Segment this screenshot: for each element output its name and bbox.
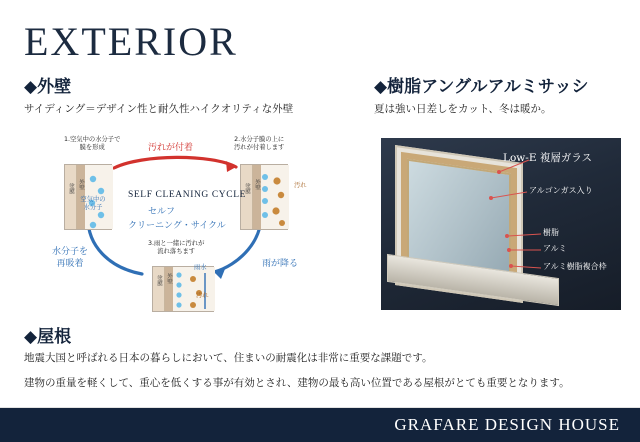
step3-note-rain: 雨水: [194, 264, 207, 271]
sash-photo: [381, 138, 621, 310]
callout-composite: アルミ樹脂複合枠: [543, 262, 607, 271]
panel-label-coating: 塗膜: [68, 183, 74, 194]
step2-dirt: [241, 165, 289, 231]
step3-rain: [153, 267, 215, 313]
step1-caption: 1.空気中の水分子で 膜を形成: [64, 136, 121, 151]
section-heading-roof: ◆屋根: [24, 327, 72, 347]
cycle-title-en: SELF CLEANING CYCLE: [128, 190, 247, 200]
arrow-label-rain: 雨が降る: [262, 259, 299, 269]
step1-note: 空気中の 水分子: [80, 196, 106, 211]
panel-label-wall: 外壁: [166, 273, 172, 284]
footer-bar: [0, 408, 640, 442]
section-heading-wall: ◆外壁: [24, 77, 72, 97]
step3-caption: 3.雨と一緒に汚れが 流れ落ちます: [148, 240, 205, 255]
self-cleaning-cycle-diagram: [22, 134, 342, 314]
section-heading-sash: ◆樹脂アングルアルミサッシ: [374, 77, 589, 97]
section-sub-wall: サイディング＝デザイン性と耐久性ハイクオリティな外壁: [24, 103, 294, 115]
callout-alumi: アルミ: [543, 244, 567, 253]
panel-label-wall: 外壁: [254, 179, 260, 190]
callout-argon: アルゴンガス入り: [529, 186, 593, 195]
roof-paragraph-line1: 地震大国と呼ばれる日本の暮らしにおいて、住まいの耐震化は非常に重要な課題です。: [24, 352, 433, 364]
callout-lowe: Low-E 複層ガラス: [503, 152, 593, 164]
section-sub-sash: 夏は強い日差しをカット、冬は暖か。: [374, 103, 552, 115]
arrow-label-dirt: 汚れが付着: [148, 143, 194, 153]
step2-panel: [240, 164, 288, 230]
page-title: EXTERIOR: [24, 19, 238, 64]
step3-note-dirt: 汚れ: [196, 292, 209, 299]
panel-label-coating: 塗膜: [156, 275, 162, 286]
step2-caption: 2.水分子膜の上に 汚れが付着します: [234, 136, 285, 151]
cycle-title-jp-2: クリーニング・サイクル: [128, 221, 226, 231]
panel-label-coating: 塗膜: [244, 183, 250, 194]
step3-panel: [152, 266, 214, 312]
callout-resin: 樹脂: [543, 228, 559, 237]
roof-paragraph-line2: 建物の重量を軽くして、重心を低くする事が有効とされ、建物の最も高い位置である屋根がとても重要となります。: [24, 377, 570, 389]
panel-label-wall: 外壁: [78, 179, 84, 190]
footer-brand: GRAFARE DESIGN HOUSE: [394, 415, 620, 434]
step2-note: 汚れ: [294, 182, 307, 189]
cycle-title-jp-1: セルフ: [148, 207, 176, 217]
arrow-label-reabsorb: 水分子を 再吸着: [52, 247, 89, 270]
